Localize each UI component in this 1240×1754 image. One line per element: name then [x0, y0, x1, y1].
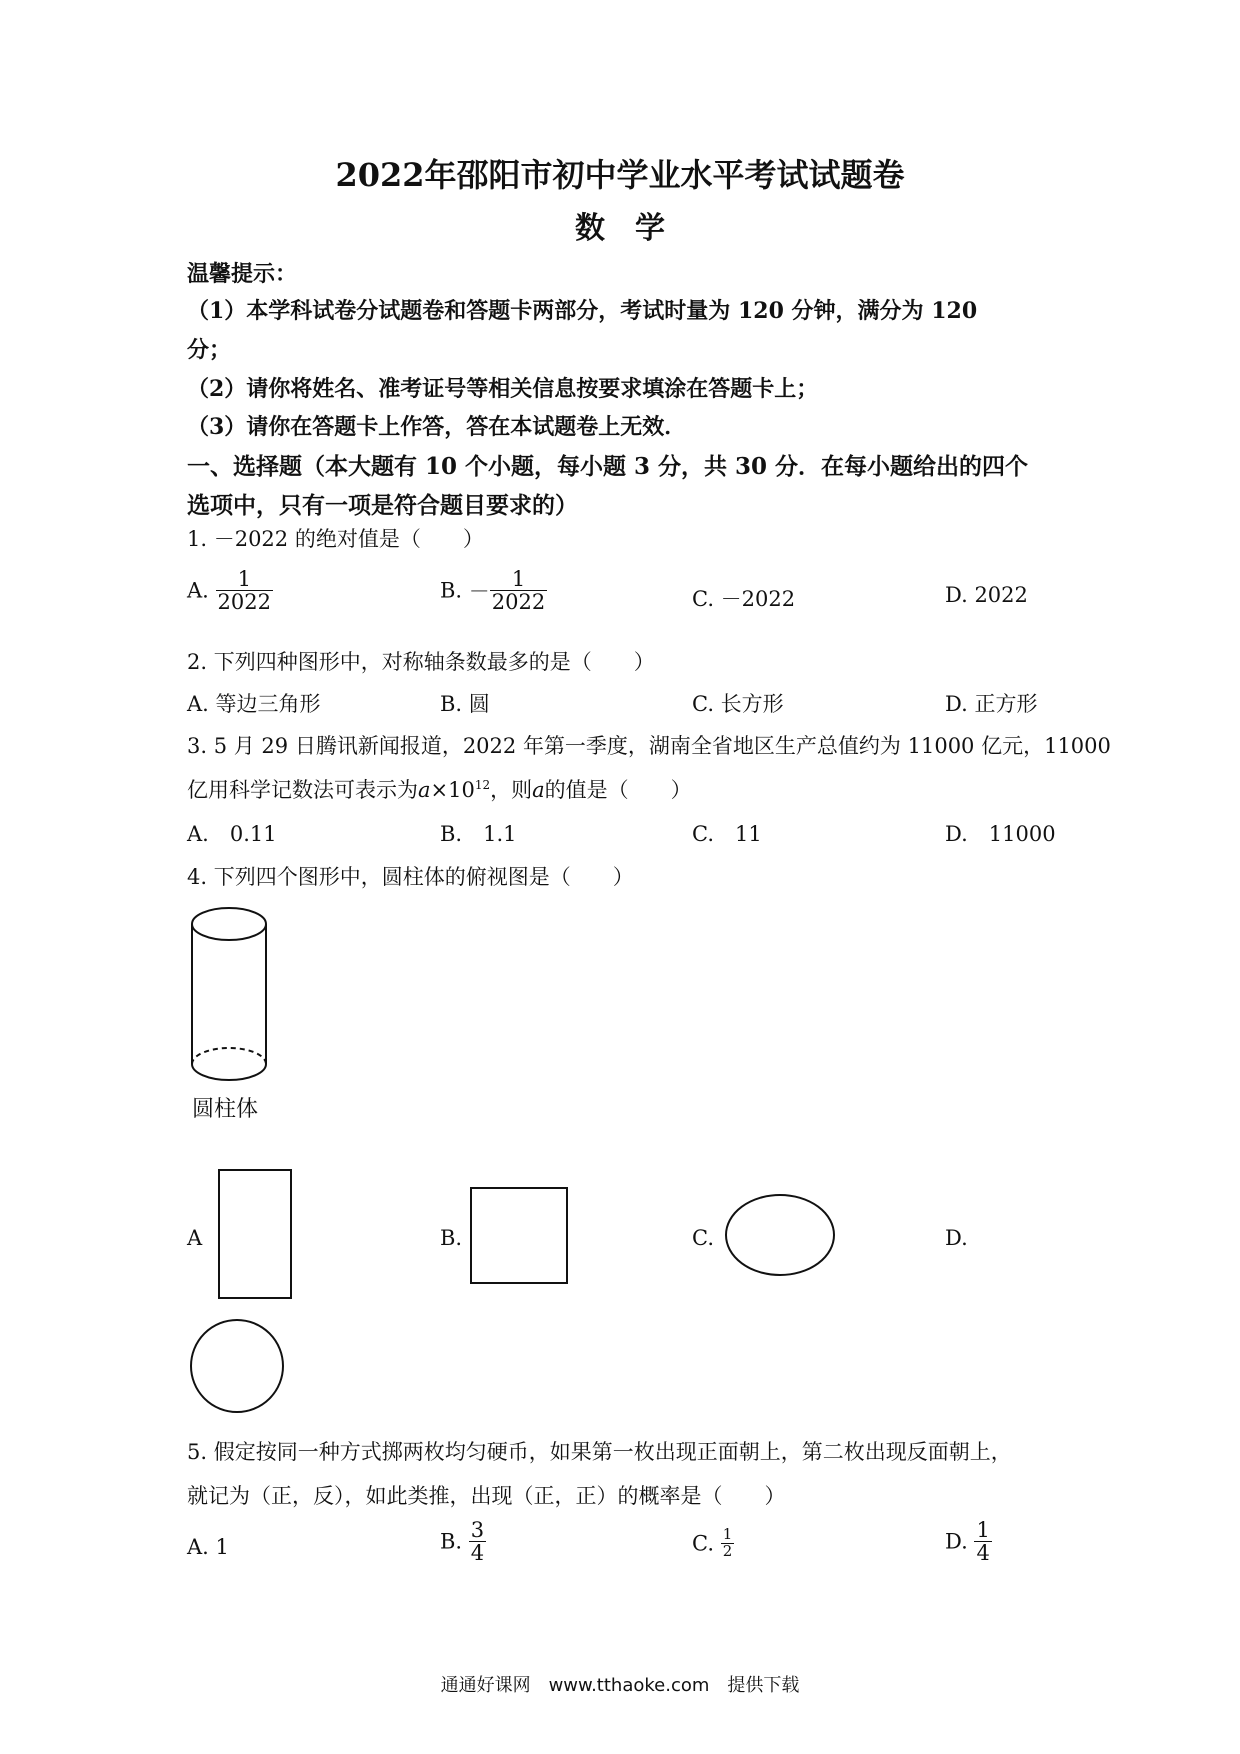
q5-option-c: [692, 1527, 734, 1560]
q4-option-d-circle-shape: [187, 1316, 287, 1416]
page-footer: 通通好课网 www.tthaoke.com 提供下载: [440, 1675, 800, 1696]
q1-option-b: [440, 568, 547, 613]
q1-option-a-fraction: [216, 568, 273, 613]
q1-option-b-fraction: [490, 568, 547, 613]
fraction-numerator: 1: [237, 567, 251, 591]
q2-option-a: A. 等边三角形: [187, 692, 321, 716]
question-3-stem-line-1: 3. 5 月 29 日腾讯新闻报道，2022 年第一季度，湖南全省地区生产总值约为 11000 亿元，11000: [187, 734, 1111, 758]
tips-line-2: （2）请你将姓名、准考证号等相关信息按要求填涂在答题卡上；: [187, 376, 819, 402]
question-2-stem: 2. 下列四种图形中，对称轴条数最多的是（ ）: [187, 650, 655, 674]
tips-line-3: （3）请你在答题卡上作答，答在本试题卷上无效．: [187, 414, 687, 440]
q5-option-a: A. 1: [187, 1535, 229, 1559]
q1-option-b-label: B.: [440, 578, 463, 603]
q5-option-c-label: C.: [692, 1531, 714, 1556]
tips-line-1a: （1）本学科试卷分试题卷和答题卡两部分，考试时量为 120 分钟，满分为 120: [187, 298, 978, 324]
q4-option-b-square-shape: [468, 1185, 572, 1285]
q5-option-b-fraction: [469, 1519, 486, 1564]
q4-option-a-label: A: [187, 1226, 203, 1250]
q3-option-b: B. 1.1: [440, 822, 517, 846]
subject-title: 数 学: [575, 211, 665, 246]
q2-option-c: C. 长方形: [692, 692, 784, 716]
q3-stem-mid: ，则: [490, 778, 533, 802]
q3-stem-post: 的值是（ ）: [544, 778, 692, 802]
q5-option-c-fraction: [721, 1527, 735, 1560]
q5-option-b-label: B.: [440, 1529, 463, 1554]
q5-option-b: [440, 1519, 486, 1564]
tips-line-1b: 分；: [187, 337, 232, 363]
fraction-denominator: 2022: [217, 590, 271, 615]
q1-option-d: D. 2022: [945, 583, 1028, 607]
tips-heading: 温馨提示：: [187, 261, 298, 287]
cylinder-figure: [185, 900, 275, 1092]
q3-option-d: D. 11000: [945, 822, 1056, 846]
question-5-stem-line-2: 就记为（正，反），如此类推，出现（正，正）的概率是（ ）: [187, 1484, 786, 1508]
section-heading-line-2: 选项中，只有一项是符合题目要求的）: [187, 492, 578, 519]
cylinder-caption: 圆柱体: [192, 1097, 259, 1122]
q5-option-d: [945, 1519, 992, 1564]
q4-option-b-label: B.: [440, 1226, 463, 1250]
q3-variable-a: a: [418, 778, 431, 802]
q5-option-d-fraction: [974, 1519, 991, 1564]
q2-option-d: D. 正方形: [945, 692, 1038, 716]
q3-exponent: 12: [474, 778, 491, 792]
q3-option-c: C. 11: [692, 822, 762, 846]
fraction-denominator: 2: [722, 1541, 733, 1560]
q1-option-a-label: A.: [187, 578, 209, 603]
q1-option-a: [187, 568, 273, 613]
question-5-stem-line-1: 5. 假定按同一种方式掷两枚均匀硬币，如果第一枚出现正面朝上，第二枚出现反面朝上，: [187, 1440, 1012, 1464]
q1-option-c: C. －2022: [692, 587, 796, 611]
page-title: 2022年邵阳市初中学业水平考试试题卷: [335, 156, 905, 194]
fraction-numerator: 1: [722, 1525, 733, 1543]
fraction-numerator: 1: [511, 567, 526, 591]
fraction-denominator: 4: [976, 1541, 990, 1566]
q5-option-d-label: D.: [945, 1529, 968, 1554]
q3-variable-a: a: [532, 778, 545, 802]
section-heading-line-1: 一、选择题（本大题有 10 个小题，每小题 3 分，共 30 分．在每小题给出的四个: [187, 453, 1029, 480]
q2-option-b: B. 圆: [440, 692, 490, 716]
fraction-denominator: 4: [470, 1541, 485, 1566]
fraction-denominator: 2022: [491, 590, 546, 615]
q4-option-c-label: C.: [692, 1226, 714, 1250]
q4-option-d-label: D.: [945, 1226, 968, 1250]
q3-stem-pre: 亿用科学记数法可表示为: [187, 778, 418, 802]
fraction-numerator: 3: [470, 1518, 485, 1542]
q3-times-ten: ×10: [430, 778, 475, 802]
q1-option-b-sign: －: [468, 579, 490, 604]
q4-option-a-rectangle-shape: [215, 1167, 295, 1301]
question-4-stem: 4. 下列四个图形中，圆柱体的俯视图是（ ）: [187, 865, 634, 889]
question-1-stem: 1. －2022 的绝对值是（ ）: [187, 527, 484, 551]
q3-option-a: A. 0.11: [187, 822, 277, 846]
q4-option-c-ellipse-shape: [722, 1192, 838, 1278]
question-3-stem-line-2: [187, 774, 692, 804]
fraction-numerator: 1: [976, 1518, 990, 1542]
